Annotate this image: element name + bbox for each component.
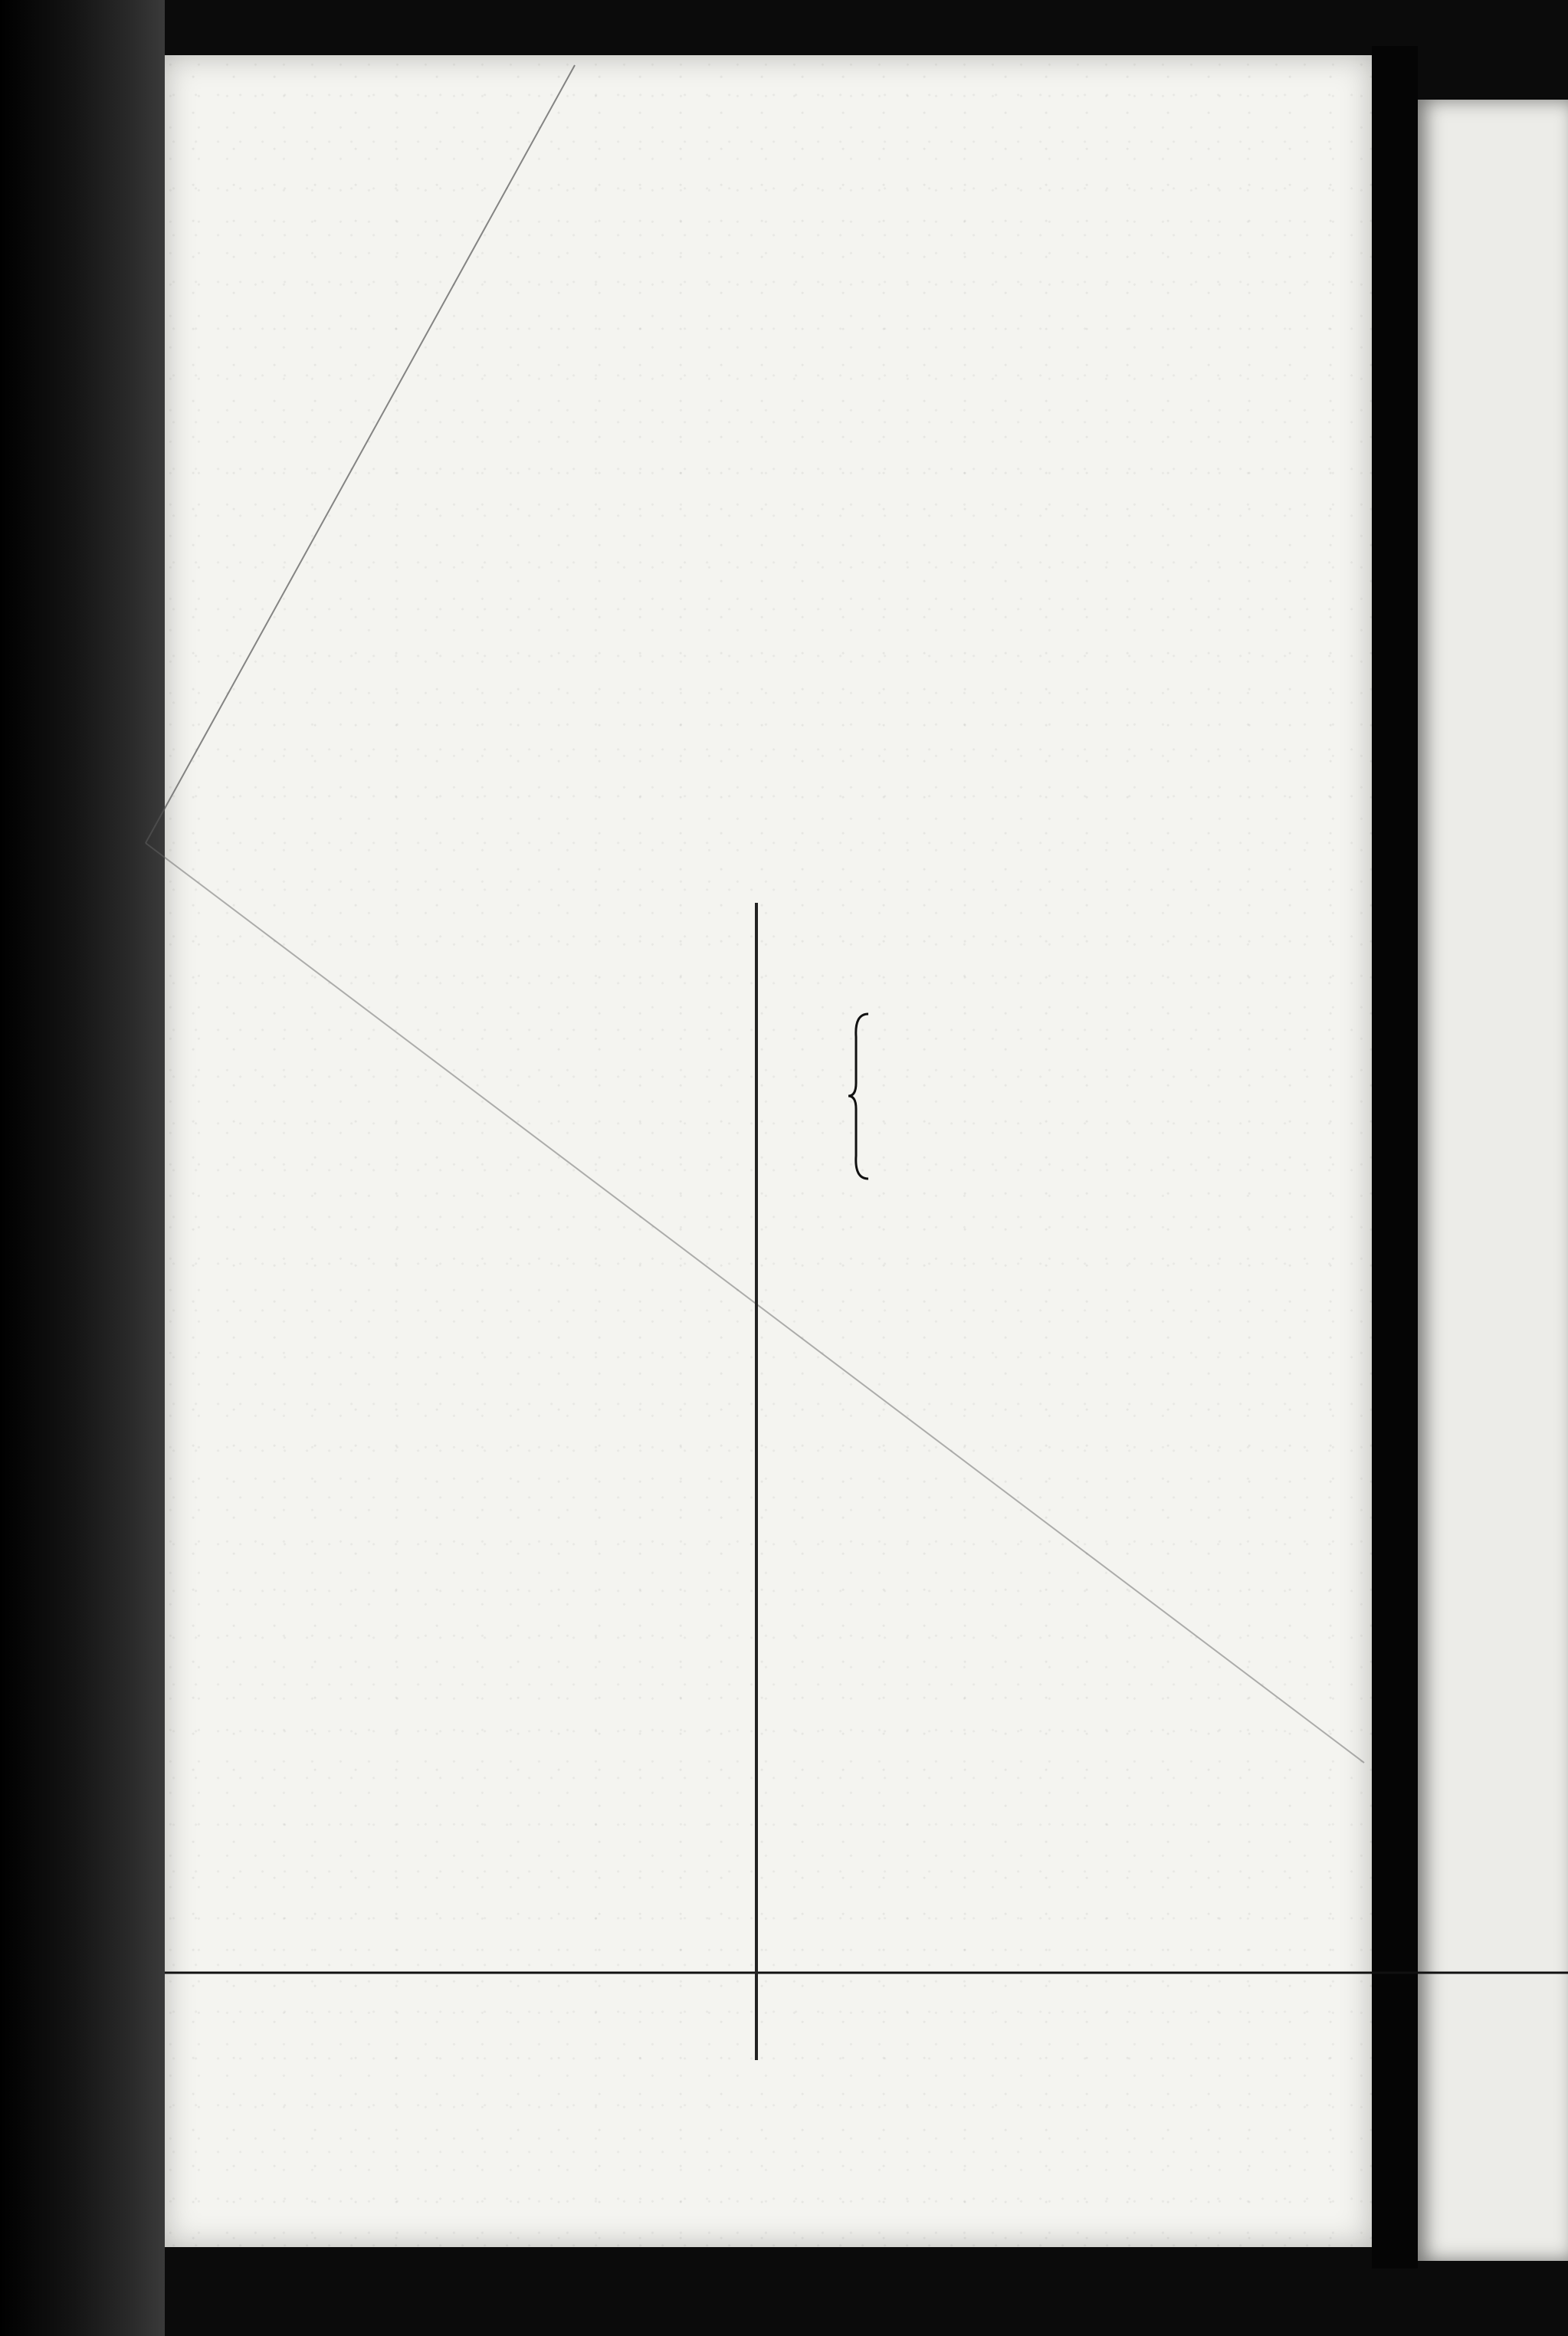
book-gutter [1372, 46, 1418, 2269]
augustine-entry [763, 934, 1215, 970]
bishops-of-lyons-subheading [272, 996, 732, 1032]
st-john-heading [272, 889, 732, 924]
book-spine-shadow [0, 0, 165, 2336]
entry-number [272, 924, 362, 960]
column-divider [755, 903, 758, 2060]
canterbury-succession-column [763, 898, 1215, 1331]
augustine-bracket-note [763, 1006, 1215, 1186]
lyons-succession-column [272, 889, 732, 1032]
theogild-line2 [763, 1259, 1215, 1295]
curly-brace-icon [845, 1006, 876, 1186]
theogild-line3 [763, 1295, 1215, 1331]
entry-number [763, 1223, 848, 1259]
facing-page-edge [1418, 100, 1568, 2261]
theogild-entry [763, 1223, 1215, 1259]
entry-name [848, 1223, 1142, 1259]
polycarp-entry-cont [272, 960, 732, 996]
augustine-line2 [763, 970, 1215, 1006]
polycarp-entry [272, 924, 732, 960]
canterbury-heading [763, 898, 1215, 934]
entry-year [1142, 1223, 1215, 1259]
entry-number [763, 934, 848, 970]
ad-column-label [763, 1202, 1215, 1223]
